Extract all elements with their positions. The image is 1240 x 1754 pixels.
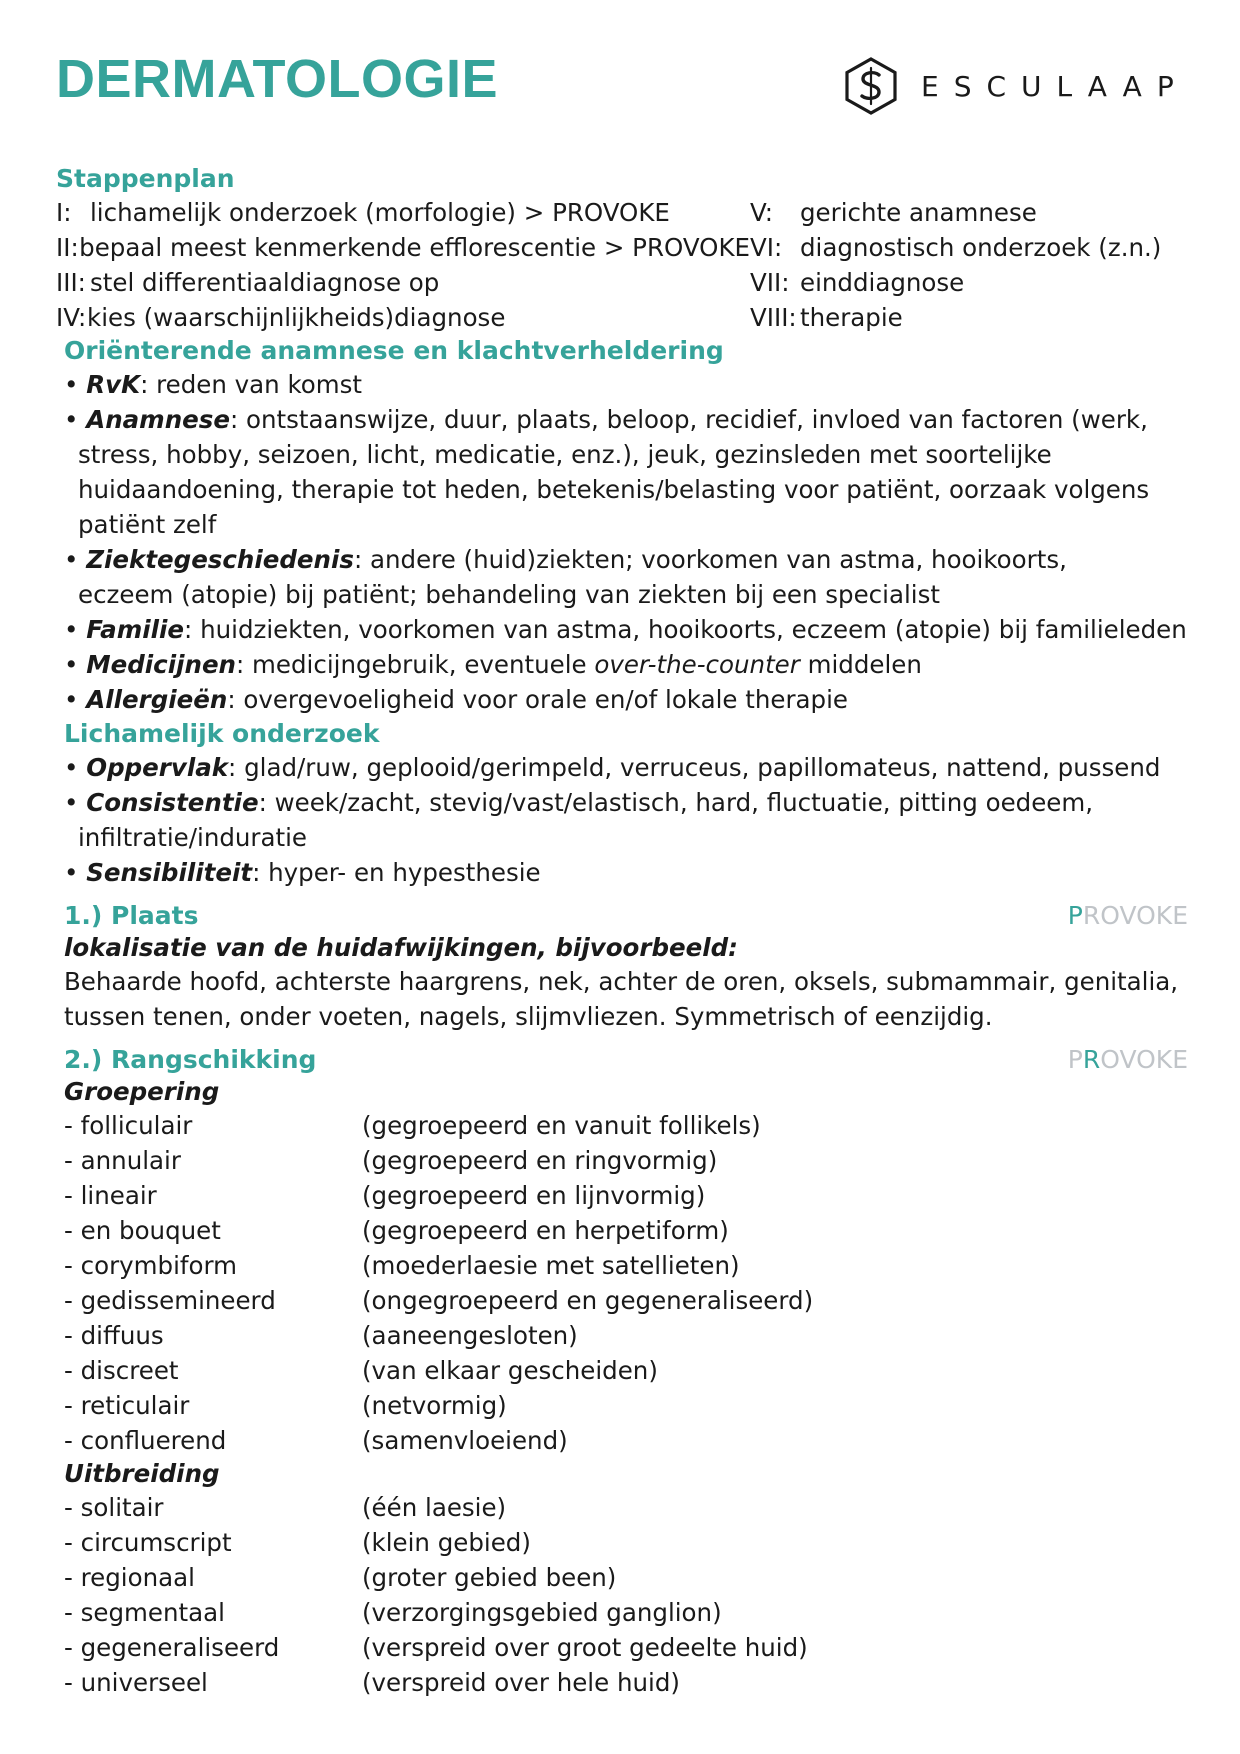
- description-cell: (ongegroepeerd en gegeneraliseerd): [362, 1286, 814, 1315]
- rangschikking-heading: 2.) Rangschikking: [64, 1045, 317, 1074]
- step-number: VIII:: [750, 303, 797, 332]
- term-cell: - annulair: [64, 1146, 181, 1175]
- step-text: kies (waarschijnlijkheids)diagnose: [87, 303, 506, 332]
- term-cell: - gedissemineerd: [64, 1286, 276, 1315]
- description-cell: (klein gebied): [362, 1528, 531, 1557]
- description-cell: (verzorgingsgebied ganglion): [362, 1598, 722, 1627]
- term-label: Ziektegeschiedenis: [86, 545, 354, 574]
- plaats-text: [64, 964, 1188, 1034]
- provoke-rest: ROVOKE: [1082, 901, 1188, 930]
- description-cell: (moederlaesie met satellieten): [362, 1251, 740, 1280]
- item-text: middelen: [799, 650, 922, 679]
- term-label: Sensibiliteit: [86, 858, 253, 887]
- description-cell: (groter gebied been): [362, 1563, 617, 1592]
- term-label: Oppervlak: [86, 753, 229, 782]
- provoke-indicator: [1068, 901, 1188, 930]
- item-text-italic: over-the-counter: [594, 650, 800, 679]
- term-cell: - solitair: [64, 1493, 164, 1522]
- term-cell: - universeel: [64, 1668, 208, 1697]
- list-item: [64, 542, 1194, 612]
- item-text: : overgevoeligheid voor orale en/of lokale therapie: [227, 685, 848, 714]
- rangschikking-section: [64, 1044, 1188, 1700]
- step-item: [750, 230, 1180, 265]
- term-cell: - reticulair: [64, 1391, 190, 1420]
- uitbreiding-table: [64, 1490, 1188, 1700]
- step-text: lichamelijk onderzoek (morfologie) > PROVOKE: [90, 198, 670, 227]
- item-text: : hyper- en hypesthesie: [252, 858, 541, 887]
- term-cell: - folliculair: [64, 1111, 193, 1140]
- term-label: RvK: [86, 370, 141, 399]
- item-text: eczeem (atopie) bij patiënt; behandeling van ziekten bij een specialist: [78, 580, 940, 609]
- step-item: [56, 195, 750, 230]
- item-text: : reden van komst: [140, 370, 363, 399]
- description-cell: (gegroepeerd en herpetiform): [362, 1216, 729, 1245]
- stappenplan-grid: [56, 195, 1186, 335]
- step-number: VI:: [750, 233, 783, 262]
- anamnese-list: [64, 367, 1194, 717]
- term-cell: - discreet: [64, 1356, 179, 1385]
- description-cell: (gegroepeerd en vanuit follikels): [362, 1111, 761, 1140]
- provoke-highlight: P: [1067, 901, 1083, 930]
- step-item: [750, 265, 1180, 300]
- step-item: [56, 265, 750, 300]
- description-cell: (gegroepeerd en ringvormig): [362, 1146, 718, 1175]
- item-text: : andere (huid)ziekten; voorkomen van astma, hooikoorts,: [353, 545, 1067, 574]
- list-item: [64, 367, 1194, 402]
- stappenplan-heading: Stappenplan: [56, 164, 235, 193]
- step-number: VII:: [750, 268, 790, 297]
- item-text: : medicijngebruik, eventuele: [236, 650, 595, 679]
- step-text: diagnostisch onderzoek (z.n.): [800, 233, 1162, 262]
- page-title: DERMATOLOGIE: [56, 49, 499, 109]
- step-number: III:: [56, 268, 86, 297]
- plaats-heading: 1.) Plaats: [64, 901, 199, 930]
- groepering-label: Groepering: [64, 1077, 220, 1106]
- item-text: : huidziekten, voorkomen van astma, hooikoorts, eczeem (atopie) bij familieleden: [184, 615, 1187, 644]
- description-cell: (verspreid over hele huid): [362, 1668, 680, 1697]
- onderzoek-list: [64, 750, 1194, 890]
- rangschikking-header-row: [64, 1044, 1188, 1076]
- onderzoek-section: [64, 718, 1194, 890]
- step-number: V:: [750, 198, 774, 227]
- term-cell: - confluerend: [64, 1426, 227, 1455]
- step-item: [56, 230, 750, 265]
- term-label: Consistentie: [86, 788, 259, 817]
- step-text: bepaal meest kenmerkende efflorescentie > PROVOKE: [79, 233, 750, 262]
- step-number: IV:: [56, 303, 87, 332]
- description-cell: (van elkaar gescheiden): [362, 1356, 658, 1385]
- step-number: II:: [56, 233, 79, 262]
- description-cell: (gegroepeerd en lijnvormig): [362, 1181, 706, 1210]
- provoke-rest: OVOKE: [1100, 1045, 1188, 1074]
- term-cell: - circumscript: [64, 1528, 232, 1557]
- step-text: therapie: [800, 303, 903, 332]
- list-item: [64, 785, 1194, 855]
- list-item: [64, 612, 1194, 647]
- term-cell: - regionaal: [64, 1563, 195, 1592]
- provoke-prefix: P: [1067, 1045, 1083, 1074]
- groepering-table: [64, 1108, 1188, 1458]
- list-item: [64, 402, 1194, 542]
- term-cell: - en bouquet: [64, 1216, 221, 1245]
- step-item: [750, 195, 1180, 230]
- step-item: [750, 300, 1180, 335]
- term-label: Allergieën: [86, 685, 228, 714]
- anamnese-section: [64, 335, 1194, 717]
- item-text: infiltratie/induratie: [78, 823, 307, 852]
- provoke-indicator: [1068, 1045, 1188, 1074]
- term-cell: - segmentaal: [64, 1598, 225, 1627]
- term-label: Anamnese: [86, 405, 230, 434]
- paragraph-line: Behaarde hoofd, achterste haargrens, nek, achter de oren, oksels, submammair, genitalia,: [64, 967, 1179, 996]
- term-label: Medicijnen: [86, 650, 237, 679]
- stappenplan-left-column: [56, 195, 750, 335]
- uitbreiding-label: Uitbreiding: [64, 1459, 220, 1488]
- step-text: einddiagnose: [800, 268, 965, 297]
- term-cell: - gegeneraliseerd: [64, 1633, 280, 1662]
- esculaap-logo: [843, 56, 1189, 116]
- item-text: patiënt zelf: [78, 510, 217, 539]
- term-cell: - corymbiform: [64, 1251, 238, 1280]
- plaats-section: [64, 900, 1188, 1034]
- anamnese-heading: Oriënterende anamnese en klachtverheldering: [64, 336, 724, 365]
- paragraph-line: tussen tenen, onder voeten, nagels, slijmvliezen. Symmetrisch of eenzijdig.: [64, 1002, 993, 1031]
- item-text: : week/zacht, stevig/vast/elastisch, hard, fluctuatie, pitting oedeem,: [258, 788, 1094, 817]
- stappenplan-section: [56, 163, 1186, 335]
- step-text: gerichte anamnese: [800, 198, 1037, 227]
- term-cell: - lineair: [64, 1181, 157, 1210]
- description-cell: (aaneengesloten): [362, 1321, 578, 1350]
- description-cell: (één laesie): [362, 1493, 507, 1522]
- item-text: : ontstaanswijze, duur, plaats, beloop, recidief, invloed van factoren (werk,: [229, 405, 1148, 434]
- term-label: Familie: [86, 615, 185, 644]
- list-item: [64, 682, 1194, 717]
- term-cell: - diffuus: [64, 1321, 164, 1350]
- onderzoek-heading: Lichamelijk onderzoek: [64, 719, 380, 748]
- description-cell: (samenvloeiend): [362, 1426, 568, 1455]
- plaats-header-row: [64, 900, 1188, 932]
- item-text: stress, hobby, seizoen, licht, medicatie, enz.), jeuk, gezinsleden met soortelijke: [78, 440, 1052, 469]
- step-text: stel differentiaaldiagnose op: [90, 268, 440, 297]
- item-text: huidaandoening, therapie tot heden, betekenis/belasting voor patiënt, oorzaak volgens: [78, 475, 1150, 504]
- item-text: : glad/ruw, geplooid/gerimpeld, verruceus, papillomateus, nattend, pussend: [228, 753, 1161, 782]
- stappenplan-right-column: [750, 195, 1180, 335]
- list-item: [64, 750, 1194, 785]
- provoke-highlight: R: [1082, 1045, 1101, 1074]
- step-item: [56, 300, 750, 335]
- plaats-subheading: lokalisatie van de huidafwijkingen, bijvoorbeeld:: [64, 933, 738, 962]
- list-item: [64, 647, 1194, 682]
- logo-text: ESCULAAP: [921, 69, 1189, 103]
- description-cell: (netvormig): [362, 1391, 507, 1420]
- esculaap-logo-icon: [843, 56, 899, 116]
- list-item: [64, 855, 1194, 890]
- description-cell: (verspreid over groot gedeelte huid): [362, 1633, 808, 1662]
- step-number: I:: [56, 198, 72, 227]
